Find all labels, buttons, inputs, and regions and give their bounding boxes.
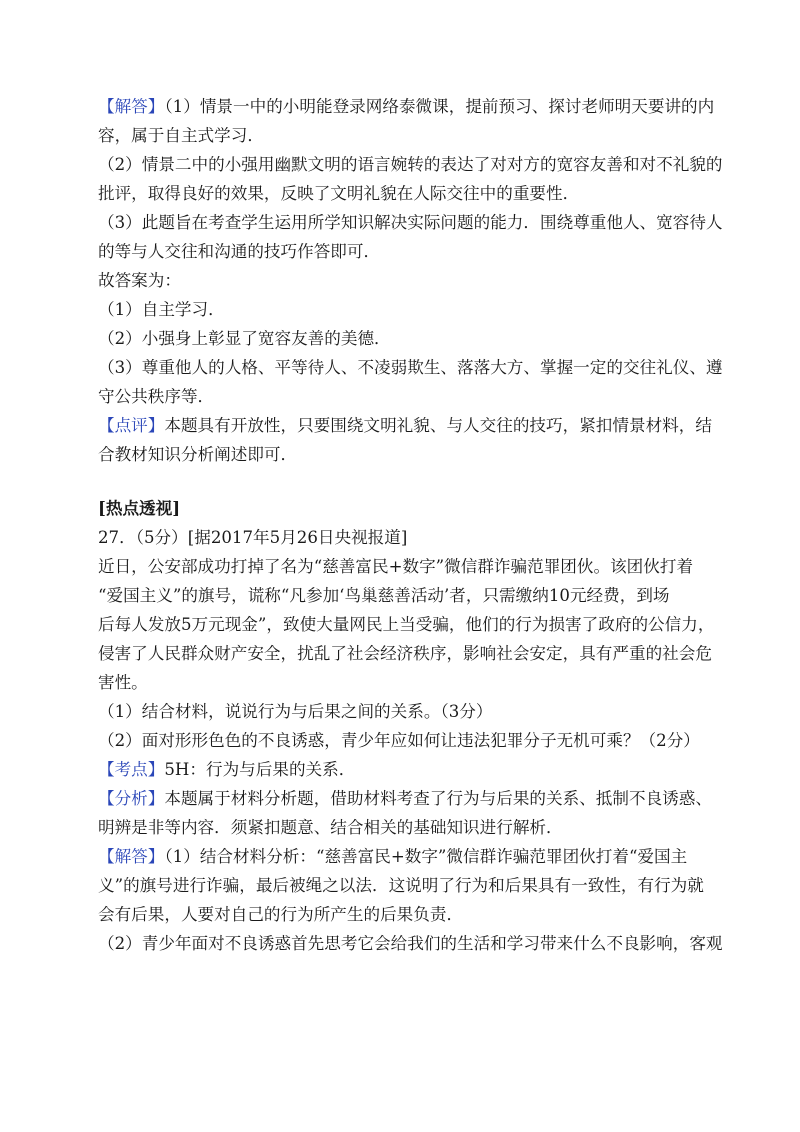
solution-text: （1）结合材料分析：“慈善富民+数字”微信群诈骗范罪团伙打着“爱国主 [164,847,688,866]
final-answer-1: （1）自主学习． [98,300,225,319]
answer-para-2-line-2: 批评，取得良好的效果，反映了文明礼貌在人际交往中的重要性． [98,184,580,203]
comment-tag: 【点评】 [98,416,165,435]
page-content [98,92,723,958]
answer-tag: 【解答】 [98,97,165,116]
analysis-line [98,784,718,813]
final-answer-2: （2）小强身上彰显了宽容友善的美德． [98,329,391,348]
solution-line-2: 义”的旗号进行诈骗，最后被绳之以法．这说明了行为和后果具有一致性，有行为就 [98,876,704,895]
sub-question-1: （1）结合材料，说说行为与后果之间的关系。（3分） [98,702,493,721]
answer-line [98,92,718,121]
material-line-3: 后每人发放5万元现金”，致使大量网民上当受骗，他们的行为损害了政府的公信力， [98,615,715,634]
kaodian-line [98,755,718,784]
material-line-2: “爱国主义”的旗号，谎称“凡参加‘鸟巢慈善活动’者，只需缴纳10元经费，到场 [98,586,670,605]
analysis-text: 本题属于材料分析题，借助材料考查了行为与后果的关系、抵制不良诱惑、 [164,789,712,808]
solution-line-4: （2）青少年面对不良诱惑首先思考它会给我们的生活和学习带来什么不良影响，客观 [98,934,723,953]
material-line-1: 近日，公安部成功打掉了名为“慈善富民+数字”微信群诈骗范罪团伙。该团伙打着 [98,557,694,576]
analysis-line-2: 明辨是非等内容．须紧扣题意、结合相关的基础知识进行解析． [98,818,563,837]
material-line-4: 侵害了人民群众财产安全，扰乱了社会经济秩序，影响社会安定，具有严重的社会危 [98,644,712,663]
answer-para-2-line-1: （2）情景二中的小强用幽默文明的语言婉转的表达了对对方的宽容友善和对不礼貌的 [98,155,723,174]
final-answer-3-line-2: 守公共秩序等． [98,387,215,406]
kaodian-tag: 【考点】 [98,760,165,779]
final-answer-3-line-1: （3）尊重他人的人格、平等待人、不凌弱欺生、落落大方、掌握一定的交往礼仪、遵 [98,358,723,377]
answer-para-3-line-1: （3）此题旨在考查学生运用所学知识解决实际问题的能力．围绕尊重他人、宽容待人 [98,213,723,232]
sub-question-2: （2）面对形形色色的不良诱惑，青少年应如何让违法犯罪分子无机可乘？（2分） [98,731,700,750]
answer-text: （1）情景一中的小明能登录网络泰微课，提前预习、探讨老师明天要讲的内 [164,97,715,116]
answer-line-2: 容，属于自主式学习． [98,126,264,145]
analysis-tag: 【分析】 [98,789,165,808]
question-number-line: 27．（5分）[据2017年5月26日央视报道] [98,528,408,547]
kaodian-text: 5H：行为与后果的关系． [164,760,356,779]
solution-tag: 【解答】 [98,847,165,866]
comment-line [98,411,718,440]
so-answer-label: 故答案为： [98,271,181,290]
section-heading: [热点透视] [98,498,181,518]
material-line-5: 害性。 [98,673,148,692]
solution-line [98,842,718,871]
comment-text: 本题具有开放性，只要围绕文明礼貌、与人交往的技巧，紧扣情景材料，结 [164,416,712,435]
comment-line-2: 合教材知识分析阐述即可． [98,445,298,464]
answer-para-3-line-2: 的等与人交往和沟通的技巧作答即可． [98,242,381,261]
solution-line-3: 会有后果，人要对自己的行为所产生的后果负责． [98,905,464,924]
